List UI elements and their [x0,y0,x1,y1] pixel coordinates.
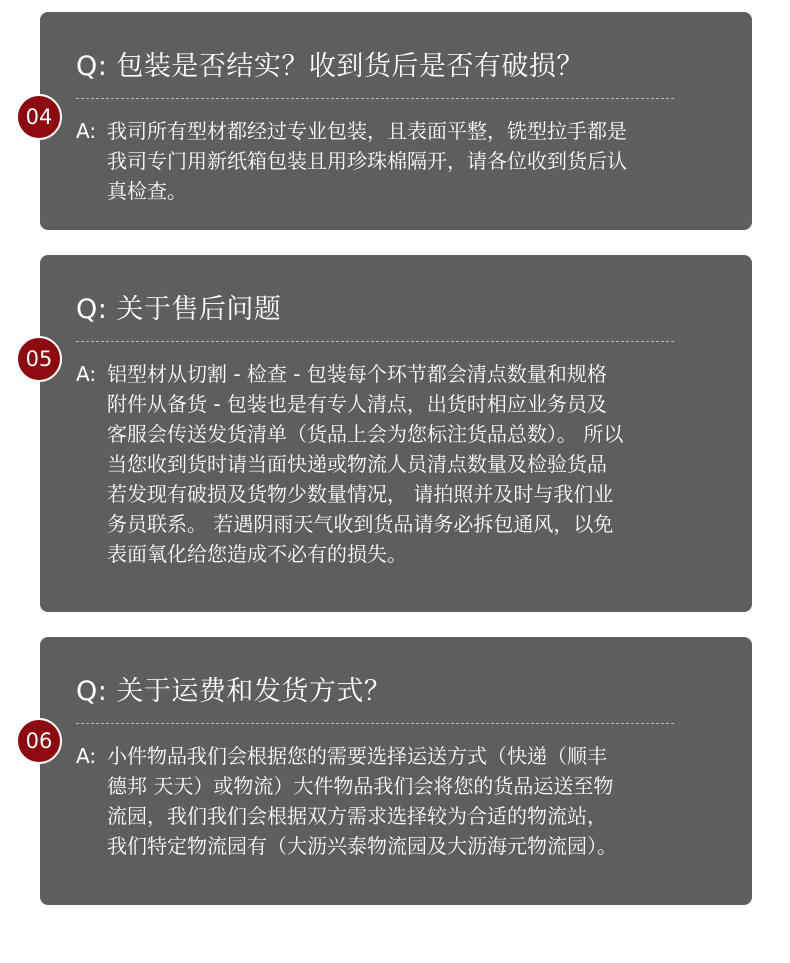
faq-number-badge: 06 [16,718,62,764]
dashed-divider [76,341,674,342]
answer-line: 若发现有破损及货物少数量情况， 请拍照并及时与我们业 [107,482,614,506]
faq-answer [76,741,726,861]
answer-prefix: A: [76,362,97,386]
faq-question: Q: 关于售后问题 [76,294,282,325]
faq-question: Q: 关于运费和发货方式？ [76,676,392,707]
faq-number-badge: 05 [16,336,62,382]
dashed-divider [76,98,674,99]
faq-question: Q: 包装是否结实？收到货后是否有破损？ [76,51,584,82]
answer-line: 我们特定物流园有（大沥兴泰物流园及大沥海元物流园）。 [107,834,617,858]
faq-answer [76,359,726,569]
faq-answer [76,116,726,206]
answer-line: 客服会传送发货清单（货品上会为您标注货品总数）。 所以 [107,422,624,446]
answer-line: 德邦 天天）或物流）大件物品我们会将您的货品运送至物 [107,774,614,798]
answer-line: 铝型材从切割 - 检查 - 包装每个环节都会清点数量和规格 [107,362,607,386]
faq-card-04 [40,12,752,230]
answer-line: 表面氧化给您造成不必有的损失。 [107,542,407,566]
answer-prefix: A: [76,119,97,143]
answer-line: 务员联系。 若遇阴雨天气收到货品请务必拆包通风，以免 [107,512,614,536]
answer-line: 附件从备货 - 包装也是有专人清点，出货时相应业务员及 [107,392,607,416]
answer-prefix: A: [76,744,97,768]
dashed-divider [76,723,674,724]
faq-card-05 [40,255,752,612]
answer-line: 流园，我们我们会根据双方需求选择较为合适的物流站， [107,804,607,828]
faq-card-06 [40,637,752,905]
answer-line: 我司专门用新纸箱包装且用珍珠棉隔开，请各位收到货后认 [107,149,627,173]
answer-line: 当您收到货时请当面快递或物流人员清点数量及检验货品 [107,452,607,476]
answer-line: 小件物品我们会根据您的需要选择运送方式（快递（顺丰 [107,744,607,768]
answer-line: 真检查。 [107,179,187,203]
faq-number-badge: 04 [16,94,62,140]
answer-line: 我司所有型材都经过专业包装，且表面平整，铣型拉手都是 [107,119,627,143]
